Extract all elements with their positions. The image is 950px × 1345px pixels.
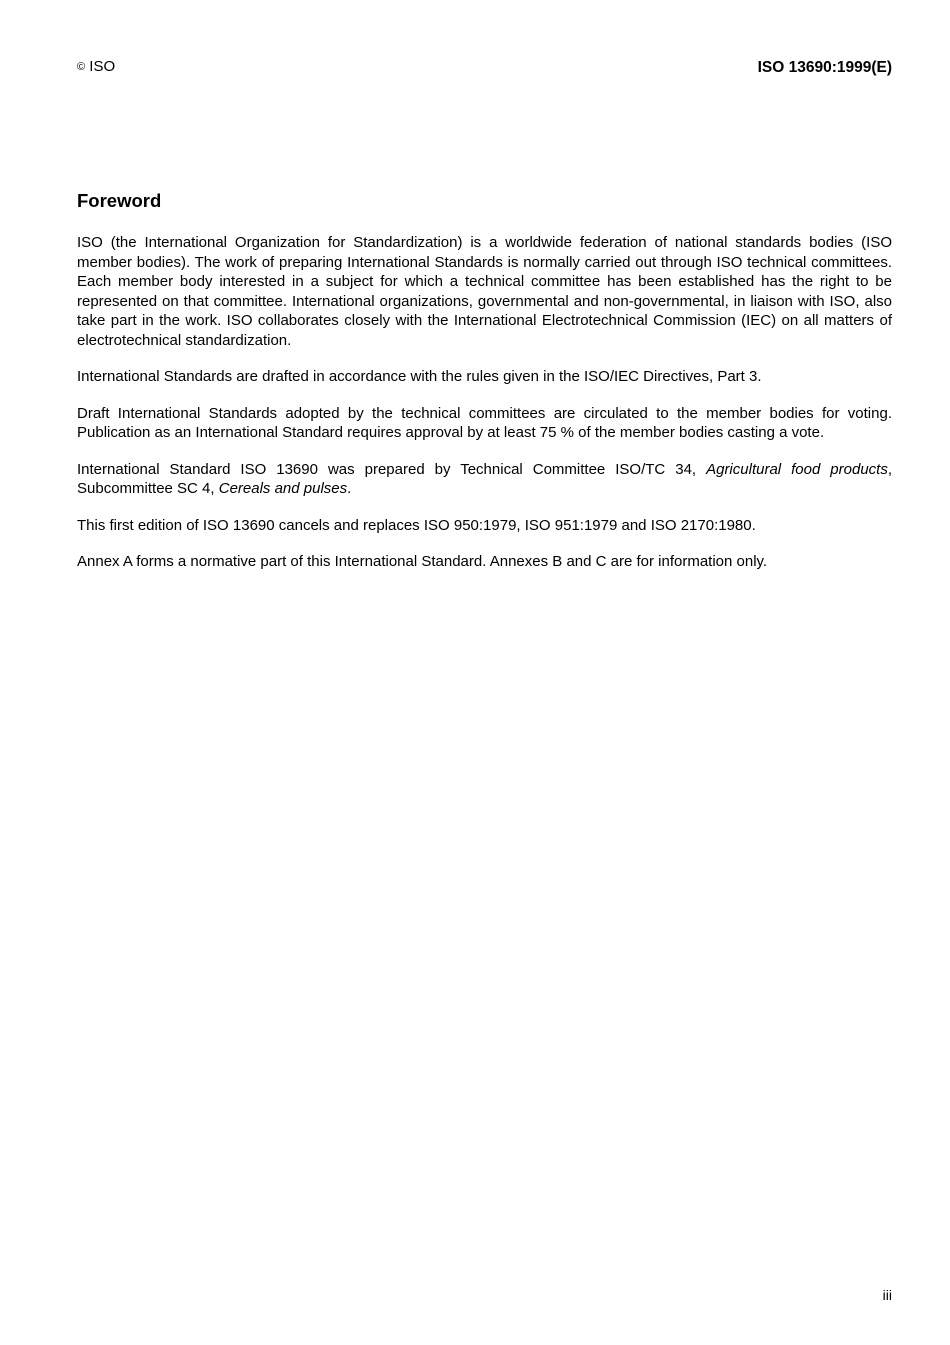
foreword-paragraph-3: Draft International Standards adopted by the technical committees are circulated to the member bodies for voting. Publication as an International Standard requires approval by at least 75 % of the member bodies casting a vote. xyxy=(77,404,892,441)
foreword-paragraph-2: International Standards are drafted in accordance with the rules given in the ISO/IEC Directives, Part 3. xyxy=(77,368,762,385)
subcommittee-name: Cereals and pulses xyxy=(218,480,348,497)
foreword-section xyxy=(77,189,892,589)
foreword-title: Foreword xyxy=(77,190,162,211)
foreword-paragraph-5: This first edition of ISO 13690 cancels and replaces ISO 950:1979, ISO 951:1979 and ISO 2170:1980. xyxy=(77,516,756,534)
page-number: iii xyxy=(882,1287,892,1303)
committee-name: Agricultural food products xyxy=(706,460,888,478)
foreword-paragraph-6: Annex A forms a normative part of this International Standard. Annexes B and C are for information only. xyxy=(77,553,768,570)
foreword-paragraph-1: ISO (the International Organization for Standardization) is a worldwide federation of national standards bodies (ISO member bodies). The work of preparing International Standards is normally carried out through ISO technical committees. Each member body interested in a subject for which a technical committee has been established has the right to be represented on that committee. International organizations, governmental and non-governmental, in liaison with ISO, also take part in the work. ISO collaborates closely with the International Electrotechnical Commission (IEC) on all matters of electrotechnical standardization. xyxy=(77,234,892,349)
copyright-symbol: © xyxy=(77,61,86,73)
document-id: ISO 13690:1999(E) xyxy=(757,59,892,76)
p4-text-2: , Subcommittee SC 4, xyxy=(77,460,893,497)
copyright-notice xyxy=(77,58,115,76)
p4-text-1: International Standard ISO 13690 was prepared by Technical Committee ISO/TC 34, xyxy=(77,460,707,478)
p4-text-3: . xyxy=(347,480,352,497)
foreword-paragraph-4 xyxy=(77,460,892,499)
publisher-name: ISO xyxy=(89,58,116,75)
